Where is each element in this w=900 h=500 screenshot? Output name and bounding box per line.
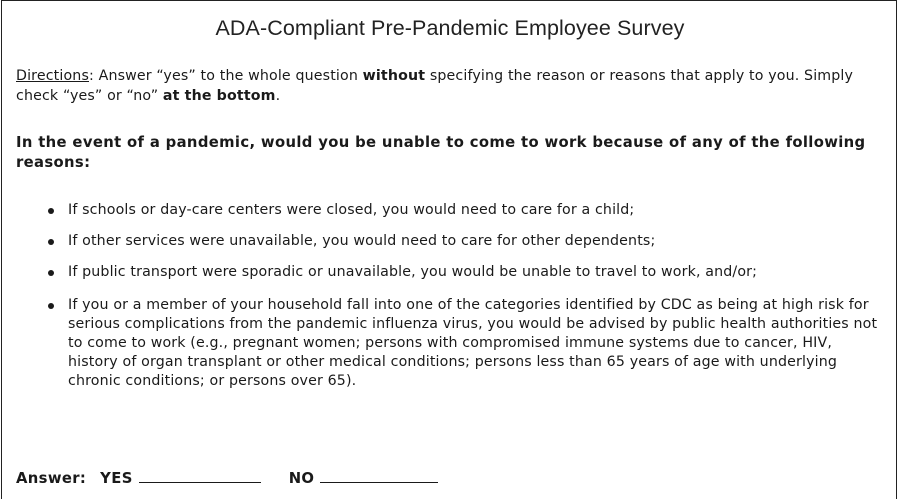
directions-text-2: specifying the reason or reasons that apply to you. Simply check “yes” or “no” xyxy=(16,68,854,104)
no-blank[interactable] xyxy=(320,468,438,483)
reason-item-high-risk: If you or a member of your household fall into one of the categories identified by CDC as being at high risk for serious complications from the pandemic influenza virus, you would be advised by public health authorities not to come to work (e.g., pregnant women; persons with compromised immune systems due to cancer, HIV, history of organ transplant or other medical conditions; persons less than 65 years of age with underlying chronic conditions; or persons over 65). xyxy=(46,296,886,391)
directions-emphasis-without: without xyxy=(362,68,426,84)
directions-emphasis-bottom: at the bottom xyxy=(162,88,276,104)
reasons-list xyxy=(46,201,886,391)
no-label: NO xyxy=(288,470,315,487)
directions-text-3: . xyxy=(275,88,281,104)
reason-item-dependents: If other services were unavailable, you would need to care for other dependents; xyxy=(46,232,886,251)
reason-item-transport: If public transport were sporadic or unavailable, you would be unable to travel to work, and/or; xyxy=(46,263,886,282)
directions-text-1: : Answer “yes” to the whole question xyxy=(89,68,363,84)
yes-blank[interactable] xyxy=(139,468,261,483)
directions-paragraph xyxy=(16,66,891,106)
yes-label: YES xyxy=(100,470,133,487)
survey-title: ADA-Compliant Pre-Pandemic Employee Survey xyxy=(215,16,685,40)
reason-item-childcare: If schools or day-care centers were closed, you would need to care for a child; xyxy=(46,201,886,220)
survey-question: In the event of a pandemic, would you be unable to come to work because of any of the following reasons: xyxy=(16,134,866,171)
answer-line xyxy=(16,468,438,487)
directions-label: Directions xyxy=(16,68,89,84)
answer-label: Answer: xyxy=(16,470,87,487)
